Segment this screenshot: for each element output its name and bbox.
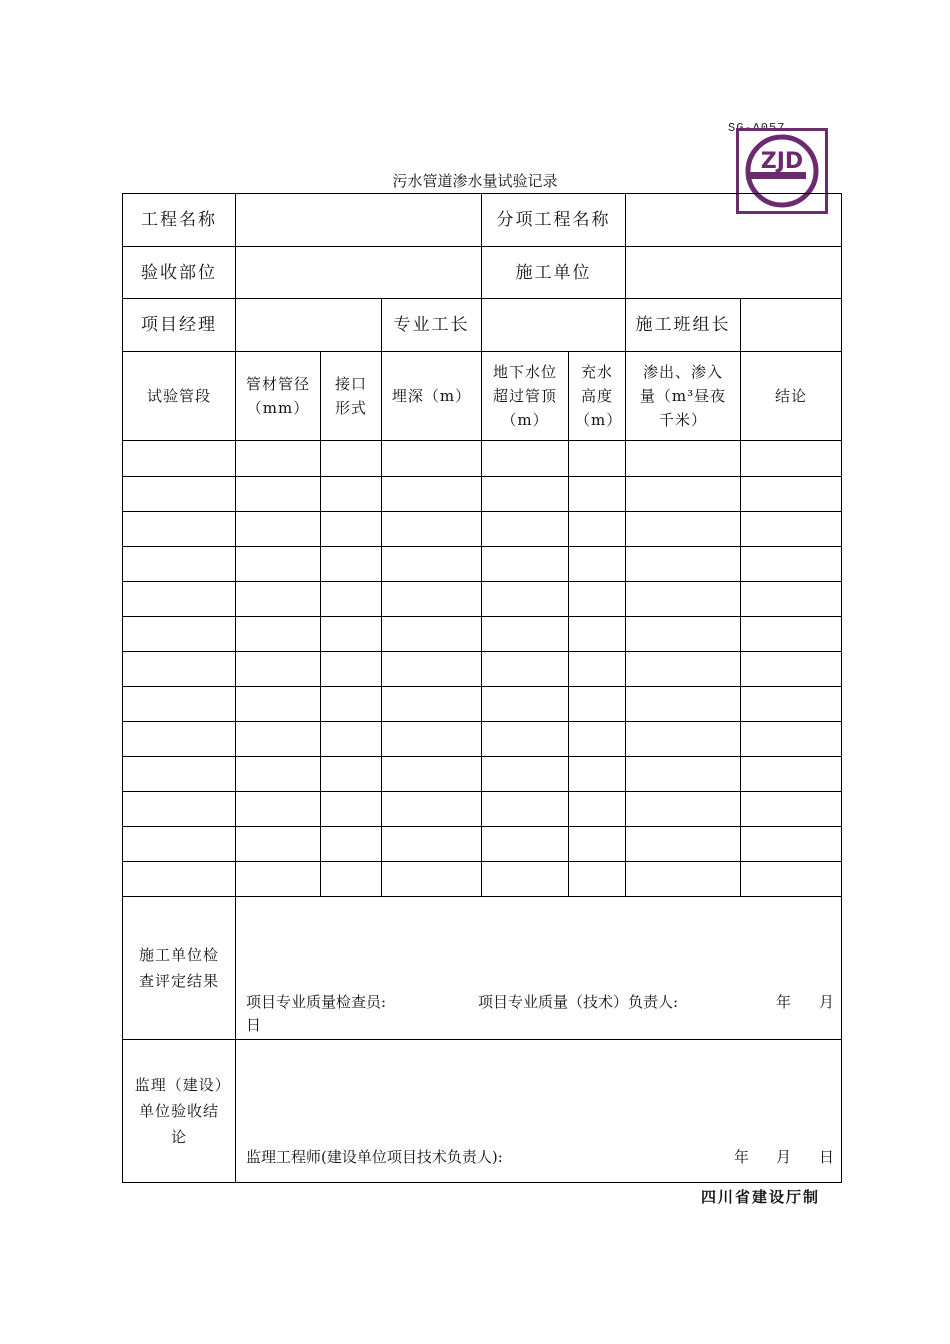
data-cell[interactable] — [569, 546, 626, 581]
inspection-year: 年 — [776, 993, 792, 1012]
row-acceptance — [123, 247, 842, 299]
acceptance-part-label: 验收部位 — [123, 247, 236, 299]
data-cell[interactable] — [321, 862, 382, 897]
data-cell[interactable] — [382, 441, 482, 476]
data-cell[interactable] — [569, 827, 626, 862]
data-cell[interactable] — [626, 476, 741, 511]
data-cell[interactable] — [382, 476, 482, 511]
data-cell[interactable] — [482, 862, 569, 897]
data-cell[interactable] — [569, 721, 626, 756]
table-row — [123, 441, 842, 476]
data-cell[interactable] — [741, 721, 842, 756]
data-cell[interactable] — [382, 511, 482, 546]
data-cell[interactable] — [321, 721, 382, 756]
data-cell[interactable] — [626, 511, 741, 546]
logo-text: ZJD — [760, 149, 804, 174]
data-cell[interactable] — [482, 651, 569, 686]
data-cell[interactable] — [482, 792, 569, 827]
data-cell[interactable] — [569, 581, 626, 616]
data-cell[interactable] — [123, 721, 236, 756]
data-cell[interactable] — [569, 757, 626, 792]
project-name-value[interactable] — [236, 194, 482, 247]
data-cell[interactable] — [123, 581, 236, 616]
data-cell[interactable] — [321, 581, 382, 616]
project-manager-label: 项目经理 — [123, 299, 236, 352]
supervision-label: 监理（建设）单位验收结论 — [123, 1039, 236, 1182]
sub-project-name-value[interactable] — [626, 194, 842, 247]
data-cell[interactable] — [741, 546, 842, 581]
data-cell[interactable] — [236, 862, 321, 897]
data-cell[interactable] — [569, 511, 626, 546]
data-cell[interactable] — [123, 792, 236, 827]
data-cell[interactable] — [569, 476, 626, 511]
data-cell[interactable] — [626, 581, 741, 616]
data-cell[interactable] — [123, 651, 236, 686]
data-cell[interactable] — [236, 792, 321, 827]
data-cell[interactable] — [321, 757, 382, 792]
data-cell[interactable] — [321, 792, 382, 827]
data-cell[interactable] — [482, 441, 569, 476]
data-cell[interactable] — [741, 792, 842, 827]
data-cell[interactable] — [741, 441, 842, 476]
inspection-day-line — [246, 1014, 831, 1036]
col-header: 地下水位超过管顶（m） — [482, 352, 569, 441]
data-cell[interactable] — [626, 546, 741, 581]
data-cell[interactable] — [236, 511, 321, 546]
data-cell[interactable] — [482, 511, 569, 546]
data-cell[interactable] — [482, 721, 569, 756]
data-cell[interactable] — [382, 686, 482, 721]
supervision-month: 月 — [776, 1147, 792, 1166]
data-cell[interactable] — [123, 686, 236, 721]
table-row — [123, 581, 842, 616]
data-cell[interactable] — [382, 616, 482, 651]
table-row — [123, 721, 842, 756]
data-cell[interactable] — [321, 511, 382, 546]
data-cell[interactable] — [382, 827, 482, 862]
row-inspection — [123, 897, 842, 1039]
data-cell[interactable] — [382, 792, 482, 827]
data-cell[interactable] — [626, 616, 741, 651]
team-leader-value[interactable] — [741, 299, 842, 352]
data-cell[interactable] — [569, 862, 626, 897]
inspection-month: 月 — [819, 993, 835, 1012]
table-row — [123, 651, 842, 686]
data-cell[interactable] — [482, 546, 569, 581]
data-cell[interactable] — [569, 651, 626, 686]
data-cell[interactable] — [482, 476, 569, 511]
data-cell[interactable] — [482, 581, 569, 616]
record-table — [122, 193, 842, 1183]
row-personnel — [123, 299, 842, 352]
data-cell[interactable] — [123, 511, 236, 546]
data-cell[interactable] — [626, 862, 741, 897]
data-cell[interactable] — [123, 616, 236, 651]
data-cell[interactable] — [236, 651, 321, 686]
inspection-sign-line — [246, 991, 835, 1013]
data-cell[interactable] — [741, 757, 842, 792]
data-cell[interactable] — [482, 686, 569, 721]
data-cell[interactable] — [236, 827, 321, 862]
data-cell[interactable] — [482, 616, 569, 651]
table-row — [123, 616, 842, 651]
data-cell[interactable] — [482, 757, 569, 792]
data-cell[interactable] — [382, 651, 482, 686]
sub-project-name-label: 分项工程名称 — [482, 194, 626, 247]
data-cell[interactable] — [382, 721, 482, 756]
specialty-foreman-label: 专业工长 — [382, 299, 482, 352]
table-row — [123, 511, 842, 546]
table-row — [123, 827, 842, 862]
col-header: 试验管段 — [123, 352, 236, 441]
table-row — [123, 686, 842, 721]
col-header: 结论 — [741, 352, 842, 441]
construction-unit-label: 施工单位 — [482, 247, 626, 299]
data-cell[interactable] — [321, 651, 382, 686]
data-cell[interactable] — [236, 441, 321, 476]
data-cell[interactable] — [123, 757, 236, 792]
data-cell[interactable] — [236, 476, 321, 511]
data-cell[interactable] — [236, 546, 321, 581]
data-cell[interactable] — [569, 616, 626, 651]
row-column-headers — [123, 352, 842, 441]
data-cell[interactable] — [236, 757, 321, 792]
data-cell[interactable] — [569, 441, 626, 476]
data-cell[interactable] — [123, 862, 236, 897]
acceptance-part-value[interactable] — [236, 247, 482, 299]
data-cell[interactable] — [626, 827, 741, 862]
table-row — [123, 546, 842, 581]
col-header: 管材管径（mm） — [236, 352, 321, 441]
engineer-label: 监理工程师(建设单位项目技术负责人): — [246, 1147, 503, 1166]
data-cell[interactable] — [123, 476, 236, 511]
data-cell[interactable] — [626, 441, 741, 476]
construction-unit-value[interactable] — [626, 247, 842, 299]
team-leader-label: 施工班组长 — [626, 299, 741, 352]
footer-issuer: 四川省建设厅制 — [700, 1188, 820, 1206]
data-cell[interactable] — [626, 651, 741, 686]
data-cell[interactable] — [569, 686, 626, 721]
data-cell[interactable] — [741, 686, 842, 721]
col-header: 充水高度（m） — [569, 352, 626, 441]
inspection-sign-cell[interactable] — [236, 897, 842, 1039]
data-cell[interactable] — [236, 616, 321, 651]
form-code: SG-A057 — [728, 121, 786, 135]
data-cell[interactable] — [741, 616, 842, 651]
supervision-sign-cell[interactable] — [236, 1039, 842, 1182]
supervision-year: 年 — [734, 1147, 750, 1166]
row-project — [123, 194, 842, 247]
inspector-label: 项目专业质量检查员: — [246, 993, 387, 1012]
data-cell[interactable] — [236, 581, 321, 616]
data-cell[interactable] — [626, 686, 741, 721]
data-cell[interactable] — [321, 616, 382, 651]
supervision-day: 日 — [819, 1147, 835, 1166]
data-cell[interactable] — [321, 476, 382, 511]
data-cell[interactable] — [321, 686, 382, 721]
col-header: 埋深（m） — [382, 352, 482, 441]
data-cell[interactable] — [626, 757, 741, 792]
specialty-foreman-value[interactable] — [482, 299, 626, 352]
inspection-day: 日 — [246, 1016, 262, 1035]
col-header: 接口形式 — [321, 352, 382, 441]
responsible-label: 项目专业质量（技术）负责人: — [478, 993, 679, 1012]
data-cell[interactable] — [123, 546, 236, 581]
supervision-sign-line — [246, 1146, 835, 1168]
data-cell[interactable] — [741, 862, 842, 897]
row-supervision — [123, 1039, 842, 1182]
data-cell[interactable] — [741, 581, 842, 616]
data-cell[interactable] — [741, 511, 842, 546]
data-cell[interactable] — [123, 441, 236, 476]
data-cell[interactable] — [741, 827, 842, 862]
data-cell[interactable] — [321, 827, 382, 862]
data-cell[interactable] — [626, 792, 741, 827]
data-cell[interactable] — [741, 476, 842, 511]
data-cell[interactable] — [382, 757, 482, 792]
data-cell[interactable] — [569, 792, 626, 827]
inspection-label: 施工单位检查评定结果 — [123, 897, 236, 1039]
data-cell[interactable] — [382, 862, 482, 897]
table-row — [123, 862, 842, 897]
table-row — [123, 792, 842, 827]
data-cell[interactable] — [382, 581, 482, 616]
col-header: 渗出、渗入量（m³昼夜千米） — [626, 352, 741, 441]
project-manager-value[interactable] — [236, 299, 382, 352]
data-cell[interactable] — [321, 546, 382, 581]
data-cell[interactable] — [626, 721, 741, 756]
data-cell[interactable] — [321, 441, 382, 476]
data-cell[interactable] — [123, 827, 236, 862]
data-cell[interactable] — [741, 651, 842, 686]
table-row — [123, 757, 842, 792]
project-name-label: 工程名称 — [123, 194, 236, 247]
table-row — [123, 476, 842, 511]
data-cell[interactable] — [482, 827, 569, 862]
data-cell[interactable] — [382, 546, 482, 581]
form-title: 污水管道渗水量试验记录 — [392, 172, 558, 190]
data-cell[interactable] — [236, 721, 321, 756]
data-cell[interactable] — [236, 686, 321, 721]
